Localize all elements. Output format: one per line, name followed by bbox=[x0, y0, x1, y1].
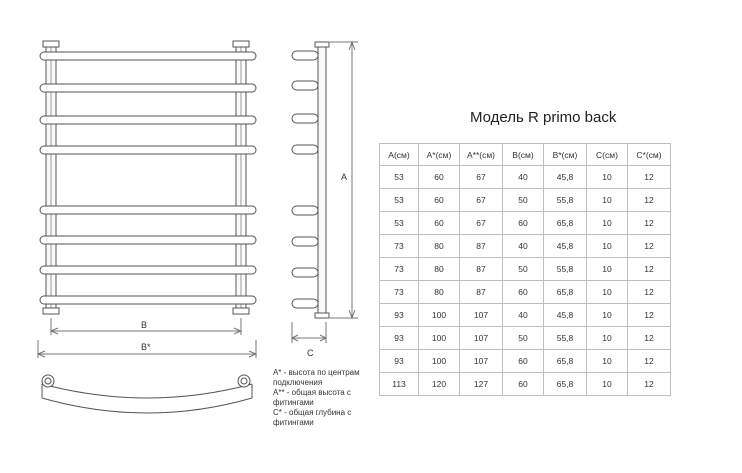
table-row bbox=[380, 212, 671, 235]
table-cell: 40 bbox=[503, 304, 544, 327]
dimension-b-label: B bbox=[141, 320, 148, 330]
table-cell: 73 bbox=[380, 258, 419, 281]
table-cell: 10 bbox=[587, 304, 628, 327]
table-cell: 12 bbox=[628, 235, 671, 258]
table-cell: 120 bbox=[419, 373, 460, 396]
table-row bbox=[380, 189, 671, 212]
table-row bbox=[380, 166, 671, 189]
header-a: A(см) bbox=[380, 144, 419, 166]
table-cell: 10 bbox=[587, 166, 628, 189]
table-cell: 67 bbox=[460, 166, 503, 189]
table-cell: 10 bbox=[587, 327, 628, 350]
model-title: Модель R primo back bbox=[470, 109, 617, 126]
table-row bbox=[380, 373, 671, 396]
table-cell: 80 bbox=[419, 235, 460, 258]
table-cell: 12 bbox=[628, 166, 671, 189]
table-cell: 55,8 bbox=[544, 258, 587, 281]
header-c-star: C*(см) bbox=[628, 144, 671, 166]
table-cell: 55,8 bbox=[544, 327, 587, 350]
table-cell: 53 bbox=[380, 166, 419, 189]
table-cell: 87 bbox=[460, 258, 503, 281]
table-cell: 67 bbox=[460, 189, 503, 212]
table-cell: 80 bbox=[419, 258, 460, 281]
table-header-row bbox=[380, 144, 671, 166]
table-row bbox=[380, 258, 671, 281]
table-cell: 100 bbox=[419, 350, 460, 373]
table-cell: 65,8 bbox=[544, 212, 587, 235]
table-row bbox=[380, 350, 671, 373]
table-cell: 10 bbox=[587, 350, 628, 373]
table-cell: 107 bbox=[460, 327, 503, 350]
table-cell: 55,8 bbox=[544, 189, 587, 212]
table-row bbox=[380, 235, 671, 258]
table-cell: 60 bbox=[503, 373, 544, 396]
table-cell: 50 bbox=[503, 258, 544, 281]
note-a-double-star: A** - общая высота с фитингами bbox=[273, 388, 351, 407]
note-c-star: C* - общая глубина с фитингами bbox=[273, 408, 352, 427]
table-cell: 45,8 bbox=[544, 235, 587, 258]
table-cell: 113 bbox=[380, 373, 419, 396]
table-cell: 60 bbox=[503, 212, 544, 235]
table-cell: 60 bbox=[419, 212, 460, 235]
table-cell: 60 bbox=[419, 166, 460, 189]
dimension-c-label: C bbox=[307, 348, 314, 358]
table-cell: 50 bbox=[503, 189, 544, 212]
table-cell: 60 bbox=[503, 350, 544, 373]
table-cell: 67 bbox=[460, 212, 503, 235]
header-a-star: A*(см) bbox=[419, 144, 460, 166]
header-c: C(см) bbox=[587, 144, 628, 166]
table-cell: 45,8 bbox=[544, 166, 587, 189]
table-cell: 40 bbox=[503, 166, 544, 189]
table-cell: 107 bbox=[460, 350, 503, 373]
table-cell: 65,8 bbox=[544, 373, 587, 396]
table-cell: 12 bbox=[628, 281, 671, 304]
header-b: B(см) bbox=[503, 144, 544, 166]
table-cell: 10 bbox=[587, 281, 628, 304]
table-cell: 12 bbox=[628, 304, 671, 327]
front-rungs bbox=[40, 52, 256, 304]
table-cell: 100 bbox=[419, 304, 460, 327]
table-cell: 10 bbox=[587, 189, 628, 212]
table-row bbox=[380, 327, 671, 350]
table-cell: 10 bbox=[587, 373, 628, 396]
table-cell: 87 bbox=[460, 281, 503, 304]
table-cell: 53 bbox=[380, 189, 419, 212]
table-cell: 93 bbox=[380, 350, 419, 373]
table-cell: 73 bbox=[380, 235, 419, 258]
table-cell: 65,8 bbox=[544, 281, 587, 304]
table-cell: 127 bbox=[460, 373, 503, 396]
dimensions-table bbox=[379, 143, 671, 396]
table-cell: 12 bbox=[628, 258, 671, 281]
side-view bbox=[292, 42, 358, 343]
dimension-notes bbox=[273, 368, 383, 428]
top-view bbox=[42, 375, 252, 413]
table-cell: 60 bbox=[419, 189, 460, 212]
table-cell: 60 bbox=[503, 281, 544, 304]
table-cell: 12 bbox=[628, 189, 671, 212]
table-cell: 10 bbox=[587, 258, 628, 281]
table-cell: 65,8 bbox=[544, 350, 587, 373]
table-cell: 107 bbox=[460, 304, 503, 327]
dimension-a-label: A bbox=[341, 172, 348, 182]
table-cell: 40 bbox=[503, 235, 544, 258]
table-cell: 53 bbox=[380, 212, 419, 235]
table-cell: 73 bbox=[380, 281, 419, 304]
table-cell: 10 bbox=[587, 235, 628, 258]
dimension-b-star-label: B* bbox=[141, 342, 151, 352]
table-cell: 45,8 bbox=[544, 304, 587, 327]
table-row bbox=[380, 304, 671, 327]
table-cell: 10 bbox=[587, 212, 628, 235]
table-cell: 12 bbox=[628, 212, 671, 235]
note-a-star: A* - высота по центрам подключения bbox=[273, 368, 360, 387]
table-cell: 12 bbox=[628, 373, 671, 396]
table-cell: 12 bbox=[628, 327, 671, 350]
table-cell: 80 bbox=[419, 281, 460, 304]
header-a-double-star: A**(см) bbox=[460, 144, 503, 166]
table-row bbox=[380, 281, 671, 304]
table-cell: 87 bbox=[460, 235, 503, 258]
table-cell: 12 bbox=[628, 350, 671, 373]
table-cell: 50 bbox=[503, 327, 544, 350]
table-cell: 93 bbox=[380, 327, 419, 350]
table-cell: 100 bbox=[419, 327, 460, 350]
table-cell: 93 bbox=[380, 304, 419, 327]
header-b-star: B*(см) bbox=[544, 144, 587, 166]
